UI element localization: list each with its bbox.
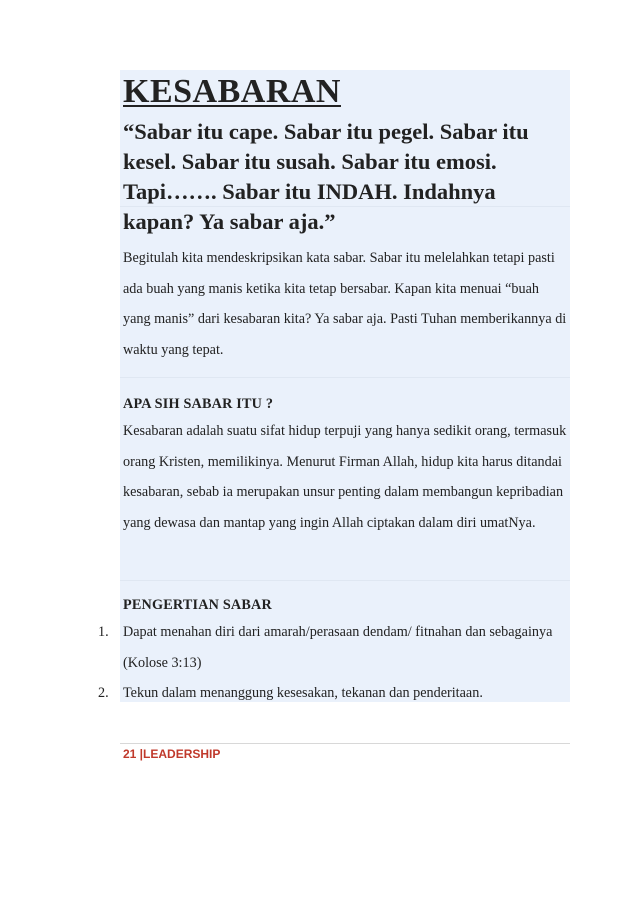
page-title: KESABARAN (123, 73, 341, 110)
intro-paragraph: Begitulah kita mendeskripsikan kata sabar. Sabar itu melelahkan tetapi pasti ada buah yang manis ketika kita tetap bersabar. Kapan kita menuai “buah yang manis” dari kesabaran kita? Ya sabar aja. Pasti Tuhan memberikannya di waktu yang tepat. (123, 250, 567, 358)
list-item (0, 617, 638, 678)
shade-divider (120, 377, 570, 378)
section-heading-apa-sih-sabar: APA SIH SABAR ITU ? (123, 396, 274, 412)
list-text: Dapat menahan diri dari amarah/perasaan dendam/ fitnahan dan sebagainya (Kolose 3:13) (123, 624, 553, 671)
list-number: 1. (98, 624, 109, 640)
list-item (0, 678, 638, 709)
section-body-apa-sih-sabar: Kesabaran adalah suatu sifat hidup terpuji yang hanya sedikit orang, termasuk orang Kristen, memilikinya. Menurut Firman Allah, hidup kita harus ditandai kesabaran, sebab ia merupakan unsur penting dalam membangun kepribadian yang dewasa dan mantap yang ingin Allah ciptakan dalam diri umatNya. (123, 423, 567, 531)
page-footer: 21 |LEADERSHIP (123, 747, 221, 761)
opening-quote: “Sabar itu cape. Sabar itu pegel. Sabar itu kesel. Sabar itu susah. Sabar itu emosi. Tapi……. Sabar itu INDAH. Indahnya kapan? Ya sabar aja.” (123, 119, 529, 234)
footer-divider (120, 743, 570, 744)
shade-divider (120, 580, 570, 581)
list-text: Tekun dalam menanggung kesesakan, tekanan dan penderitaan. (123, 685, 483, 701)
section-heading-pengertian-sabar: PENGERTIAN SABAR (123, 597, 272, 613)
list-number: 2. (98, 685, 109, 701)
